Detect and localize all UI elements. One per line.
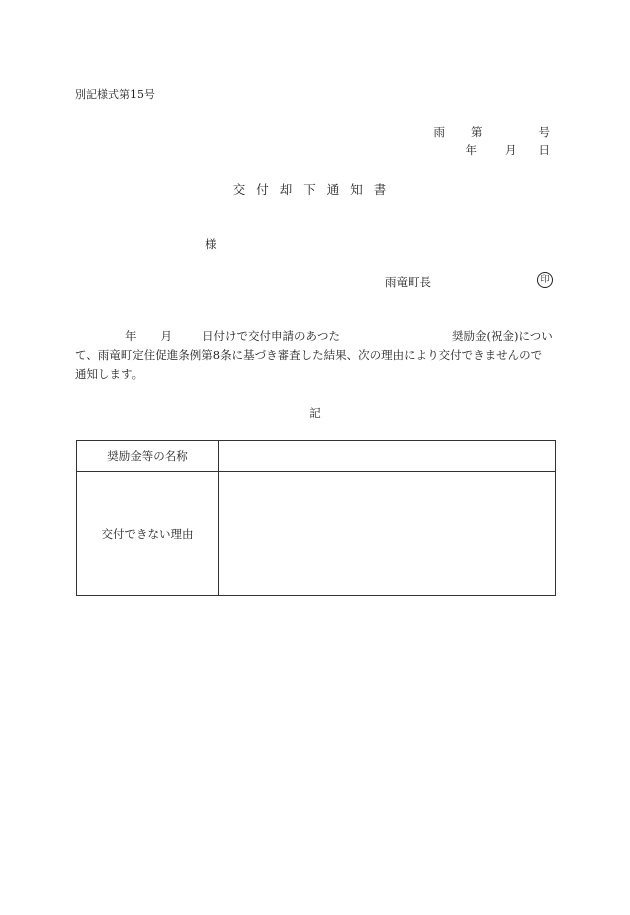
reason-label: 交付できない理由 bbox=[77, 472, 219, 596]
body-date-phrase: 日付けで交付申請のあつた bbox=[202, 329, 340, 343]
body-line-2: て、雨竜町定住促進条例第8条に基づき審査した結果、次の理由により交付できませんので bbox=[75, 348, 543, 362]
body-paragraph bbox=[75, 327, 553, 384]
seal-mark: 印 bbox=[537, 272, 553, 288]
document-title: 交付却下通知書 bbox=[232, 182, 398, 197]
body-line-1 bbox=[75, 327, 553, 346]
number-go: 号 bbox=[538, 125, 550, 139]
date-year: 年 bbox=[465, 143, 477, 157]
ki-heading: 記 bbox=[309, 406, 321, 420]
details-table bbox=[76, 440, 556, 596]
date-line bbox=[466, 142, 551, 158]
issuer-name: 雨竜町長 bbox=[385, 275, 431, 289]
subsidy-name-value[interactable] bbox=[219, 441, 556, 472]
body-month: 月 bbox=[160, 329, 172, 343]
table-row bbox=[77, 441, 556, 472]
date-day: 日 bbox=[538, 143, 550, 157]
date-month: 月 bbox=[505, 143, 517, 157]
addressee-suffix: 様 bbox=[205, 237, 217, 251]
body-year: 年 bbox=[125, 329, 137, 343]
document-number-line bbox=[434, 124, 551, 140]
body-subsidy-phrase: 奨励金(祝金)につい bbox=[452, 329, 553, 343]
subsidy-name-label: 奨励金等の名称 bbox=[77, 441, 219, 472]
form-number: 別記様式第15号 bbox=[75, 88, 155, 101]
number-dai: 第 bbox=[471, 125, 483, 139]
reason-value[interactable] bbox=[219, 472, 556, 596]
table-row bbox=[77, 472, 556, 596]
number-prefix: 雨 bbox=[433, 125, 445, 139]
body-line-3: 通知します。 bbox=[75, 367, 144, 381]
